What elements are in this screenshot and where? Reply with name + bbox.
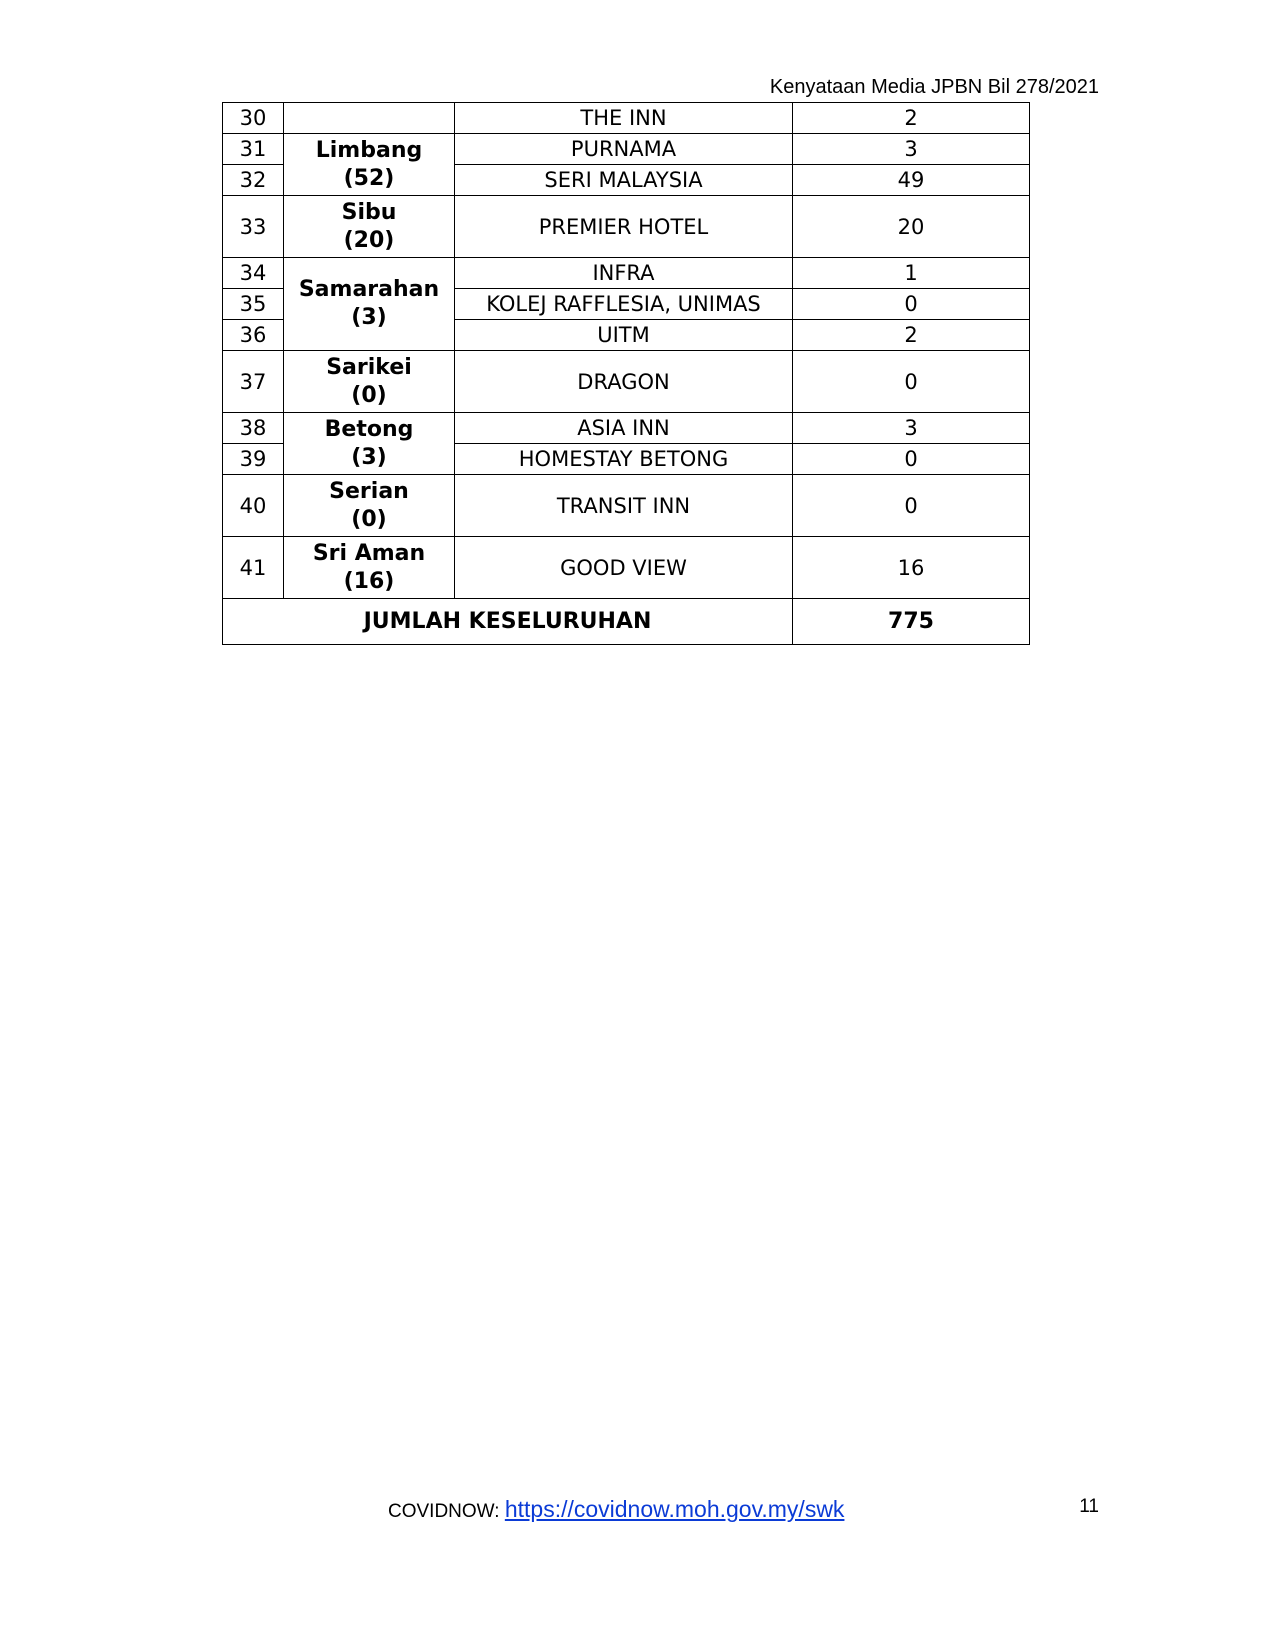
footer-prefix: COVIDNOW: — [388, 1501, 505, 1522]
district-cell-empty — [284, 103, 455, 134]
table-row — [223, 351, 1030, 413]
case-count: 2 — [793, 103, 1030, 134]
district-sibu — [284, 196, 455, 258]
district-sarikei — [284, 351, 455, 413]
table-row — [223, 258, 1030, 289]
district-betong — [284, 413, 455, 475]
hotel-name: HOMESTAY BETONG — [455, 444, 793, 475]
hotel-name: GOOD VIEW — [455, 537, 793, 599]
table-row — [223, 537, 1030, 599]
case-count: 0 — [793, 444, 1030, 475]
case-count: 20 — [793, 196, 1030, 258]
row-number: 40 — [223, 475, 284, 537]
district-serian — [284, 475, 455, 537]
district-total: (0) — [351, 382, 387, 408]
district-name: Betong — [324, 416, 414, 442]
row-number: 30 — [223, 103, 284, 134]
case-count: 0 — [793, 475, 1030, 537]
table-row — [223, 196, 1030, 258]
covidnow-link[interactable]: https://covidnow.moh.gov.my/swk — [504, 1496, 845, 1522]
case-count: 49 — [793, 165, 1030, 196]
row-number: 34 — [223, 258, 284, 289]
row-number: 38 — [223, 413, 284, 444]
district-sri-aman — [284, 537, 455, 599]
grand-total-value: 775 — [793, 599, 1030, 645]
case-count: 0 — [793, 351, 1030, 413]
quarantine-centre-table — [222, 102, 1030, 645]
district-name: Sibu — [341, 199, 397, 225]
district-total: (0) — [351, 506, 387, 532]
district-name: Limbang — [315, 137, 423, 163]
hotel-name: ASIA INN — [455, 413, 793, 444]
hotel-name: THE INN — [455, 103, 793, 134]
table-row — [223, 134, 1030, 165]
district-total: (20) — [343, 227, 395, 253]
table-row — [223, 475, 1030, 537]
district-total: (3) — [351, 305, 387, 330]
hotel-name: TRANSIT INN — [455, 475, 793, 537]
row-number: 35 — [223, 289, 284, 320]
case-count: 3 — [793, 413, 1030, 444]
row-number: 37 — [223, 351, 284, 413]
document-reference: Kenyataan Media JPBN Bil 278/2021 — [769, 76, 1099, 98]
district-total: (52) — [343, 165, 395, 191]
row-number: 36 — [223, 320, 284, 351]
row-number: 39 — [223, 444, 284, 475]
case-count: 1 — [793, 258, 1030, 289]
grand-total-row — [223, 599, 1030, 645]
row-number: 32 — [223, 165, 284, 196]
hotel-name: KOLEJ RAFFLESIA, UNIMAS — [455, 289, 793, 320]
hotel-name: SERI MALAYSIA — [455, 165, 793, 196]
table-row — [223, 103, 1030, 134]
case-count: 16 — [793, 537, 1030, 599]
hotel-name: PREMIER HOTEL — [455, 196, 793, 258]
district-name: Sarikei — [326, 354, 412, 380]
district-total: (16) — [343, 568, 395, 594]
hotel-name: PURNAMA — [455, 134, 793, 165]
district-name: Samarahan — [298, 277, 440, 302]
row-number: 31 — [223, 134, 284, 165]
district-samarahan — [284, 258, 455, 351]
grand-total-label: JUMLAH KESELURUHAN — [223, 599, 793, 645]
row-number: 33 — [223, 196, 284, 258]
district-name: Sri Aman — [312, 540, 426, 566]
footer-source — [388, 1496, 844, 1523]
page-number: 11 — [1079, 1496, 1099, 1517]
district-total: (3) — [351, 444, 387, 470]
case-count: 0 — [793, 289, 1030, 320]
case-count: 2 — [793, 320, 1030, 351]
hotel-name: UITM — [455, 320, 793, 351]
table-row — [223, 413, 1030, 444]
district-limbang — [284, 134, 455, 196]
row-number: 41 — [223, 537, 284, 599]
case-count: 3 — [793, 134, 1030, 165]
hotel-name: INFRA — [455, 258, 793, 289]
district-name: Serian — [329, 478, 409, 504]
hotel-name: DRAGON — [455, 351, 793, 413]
